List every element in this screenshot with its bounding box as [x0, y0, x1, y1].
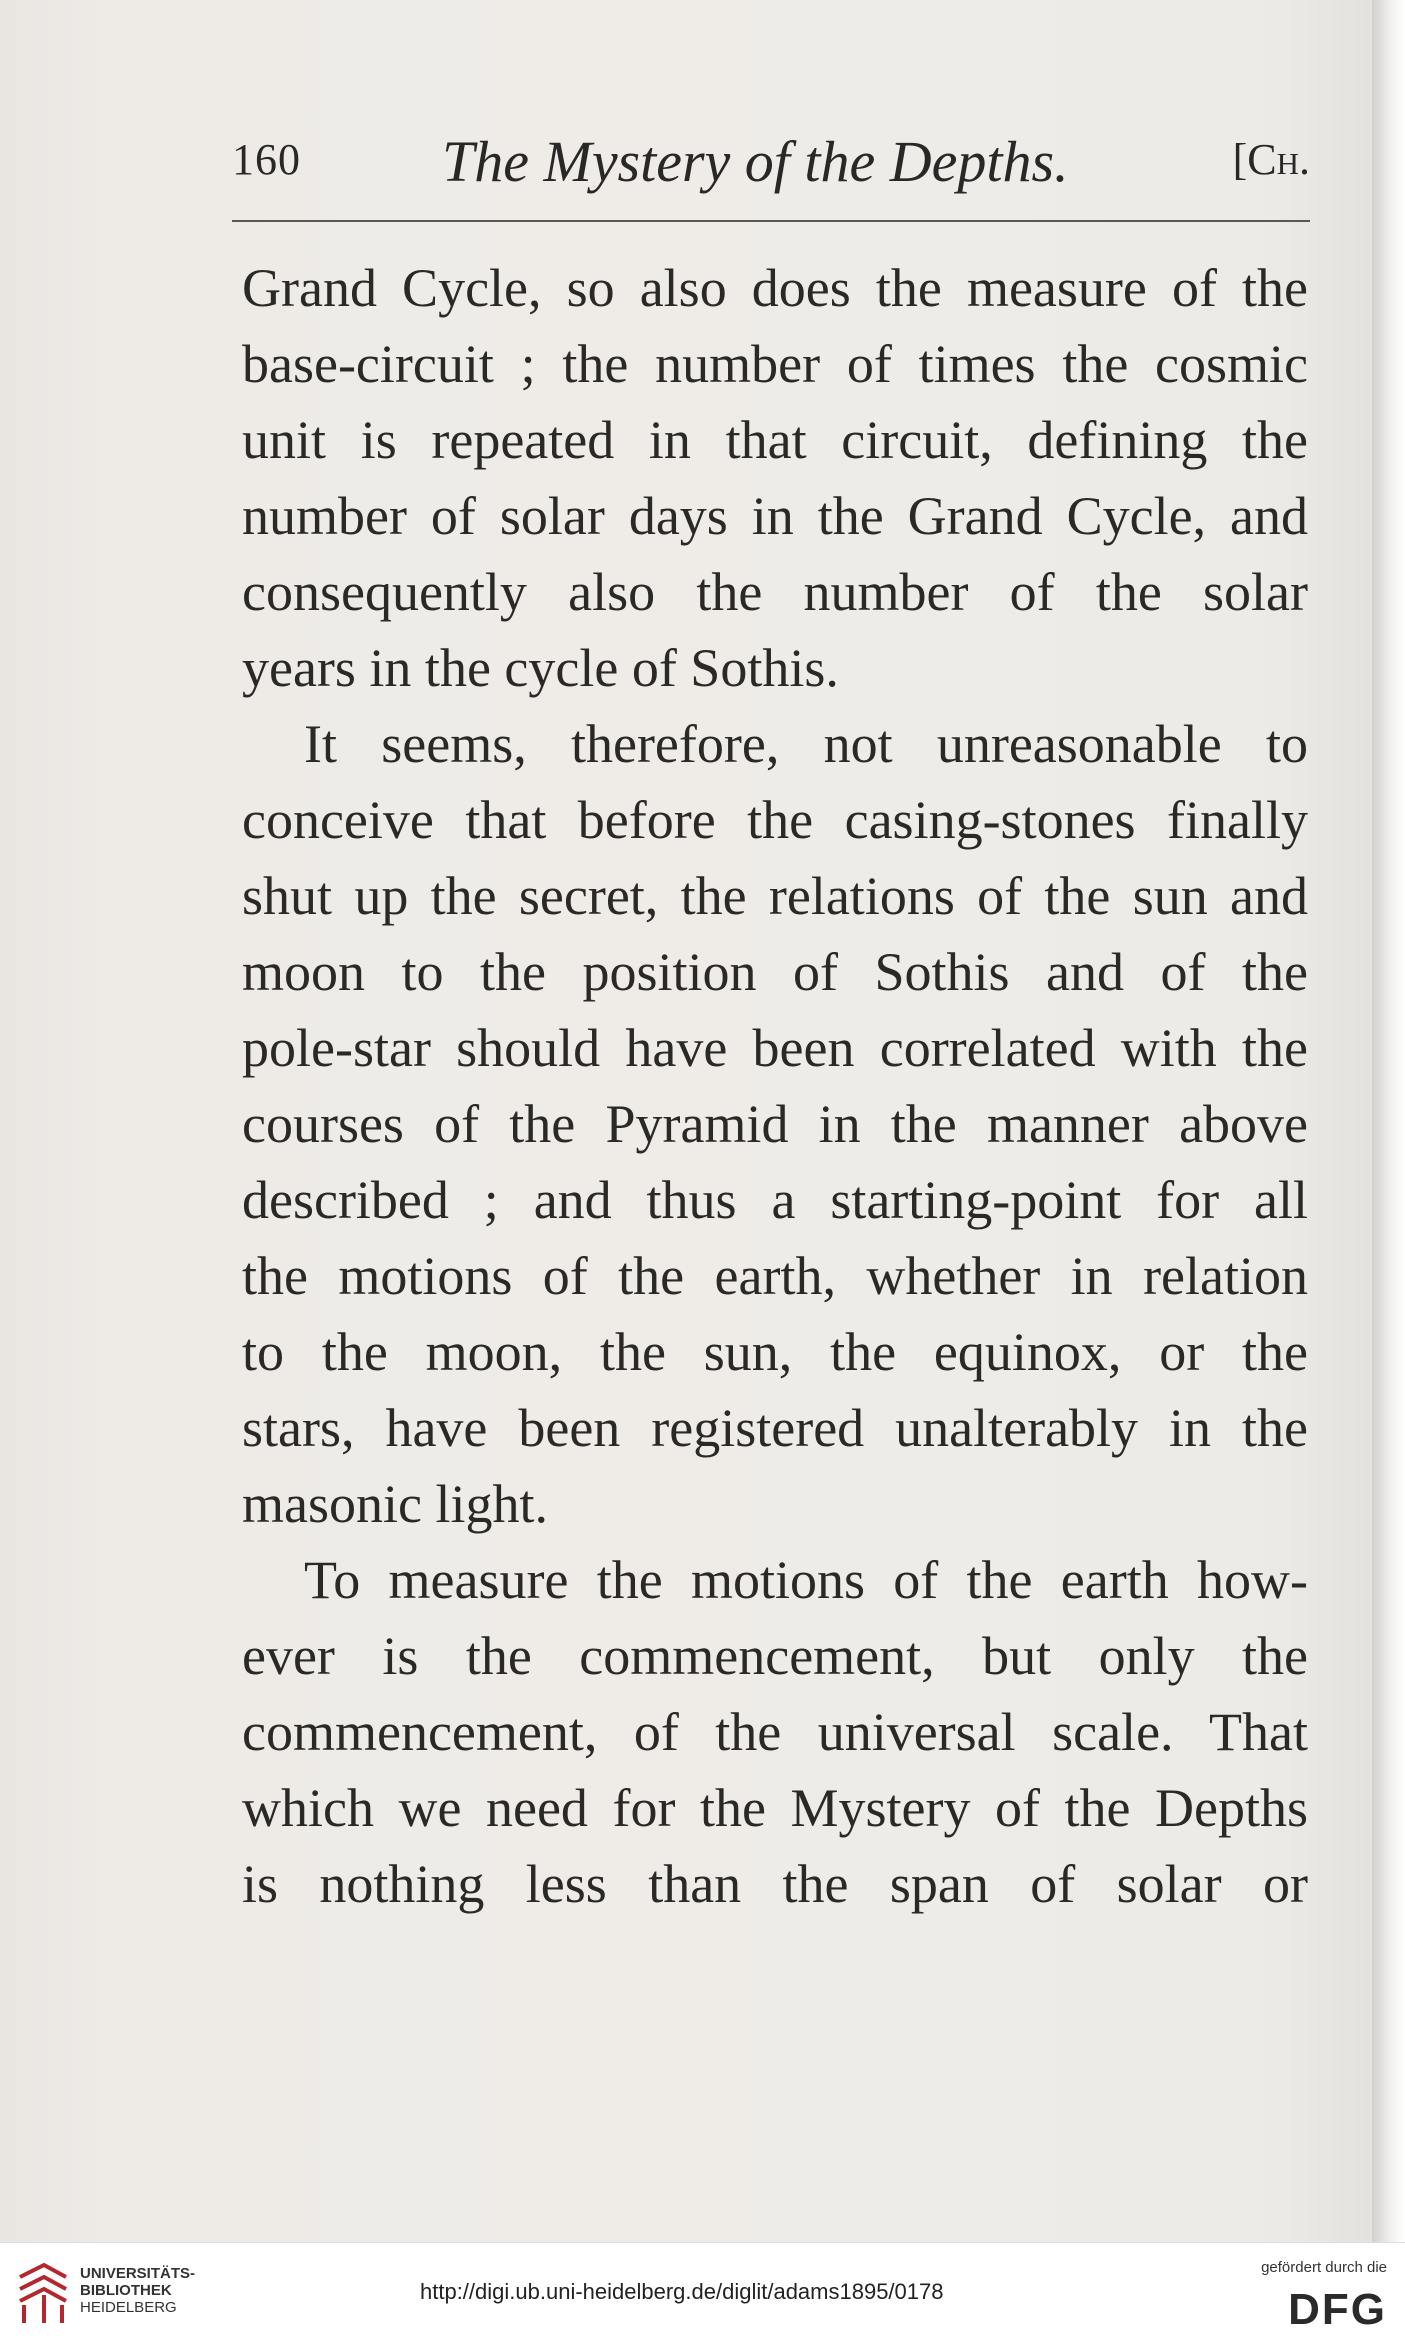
library-name-line: HEIDELBERG [80, 2299, 177, 2316]
text-line: courses of the Pyramid in the manner above [242, 1094, 1308, 1154]
text-line: unit is repeated in that circuit, defining the [242, 410, 1308, 470]
header-rule [232, 220, 1310, 222]
body-text [242, 250, 1308, 1922]
text-line: base-circuit ; the number of times the cosmic [242, 334, 1308, 394]
page-number: 160 [232, 135, 301, 184]
chapter-marker: [Ch. [1232, 135, 1310, 184]
text-line: years in the cycle of Sothis. [242, 638, 839, 698]
text-line: masonic light. [242, 1474, 548, 1534]
dfg-logo: DFG [1288, 2285, 1387, 2334]
text-line: which we need for the Mystery of the Depths [242, 1778, 1308, 1838]
paragraph-start-line: To measure the motions of the earth how- [304, 1550, 1308, 1610]
text-line: moon to the position of Sothis and of the [242, 942, 1308, 1002]
text-line: stars, have been registered unalterably in the [242, 1398, 1308, 1458]
paragraph-start-line: It seems, therefore, not unreasonable to [304, 714, 1308, 774]
digitization-footer [0, 2242, 1405, 2343]
library-logo-icon [14, 2259, 72, 2329]
text-line: to the moon, the sun, the equinox, or the [242, 1322, 1308, 1382]
library-name [80, 2265, 195, 2316]
running-head [232, 128, 1310, 198]
text-line: Grand Cycle, so also does the measure of the [242, 258, 1308, 318]
text-line: consequently also the number of the solar [242, 562, 1308, 622]
text-line: pole-star should have been correlated with the [242, 1018, 1308, 1078]
funder-caption: gefördert durch die [1261, 2259, 1387, 2276]
library-name-line: BIBLIOTHEK [80, 2282, 172, 2299]
text-line: conceive that before the casing-stones finally [242, 790, 1308, 850]
text-line: is nothing less than the span of solar or [242, 1854, 1308, 1914]
permalink-url[interactable]: http://digi.ub.uni-heidelberg.de/diglit/adams1895/0178 [420, 2279, 944, 2304]
text-line: the motions of the earth, whether in relation [242, 1246, 1308, 1306]
text-line: ever is the commencement, but only the [242, 1626, 1308, 1686]
text-line: shut up the secret, the relations of the sun and [242, 866, 1308, 926]
page-edge-shadow [1372, 0, 1405, 2242]
library-name-line: UNIVERSITÄTS- [80, 2265, 196, 2282]
book-title-header: The Mystery of the Depths. [442, 129, 1069, 194]
text-line: number of solar days in the Grand Cycle, and [242, 486, 1308, 546]
text-line: described ; and thus a starting-point for all [242, 1170, 1308, 1230]
text-line: commencement, of the universal scale. That [242, 1702, 1308, 1762]
